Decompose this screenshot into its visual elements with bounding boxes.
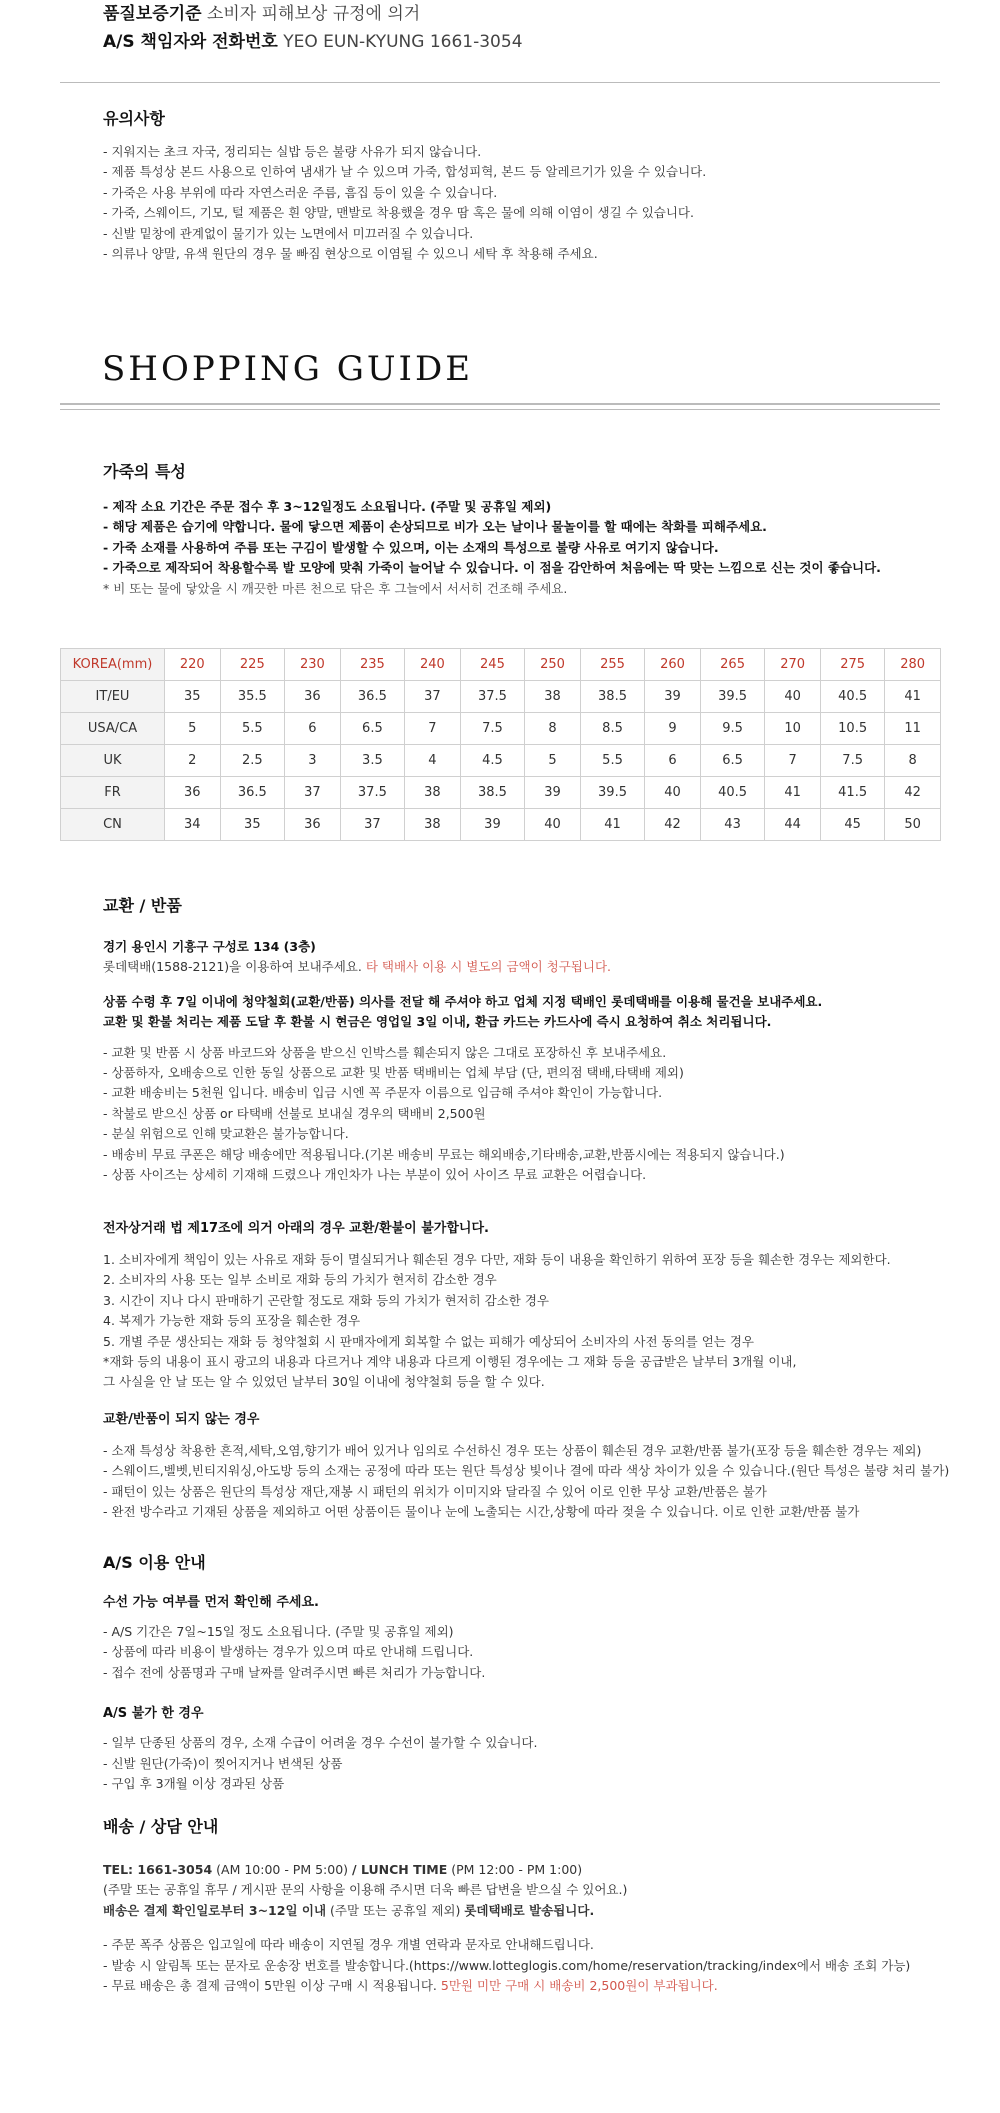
tel-hours: (AM 10:00 - PM 5:00) bbox=[216, 1862, 349, 1877]
size-cell: 275 bbox=[820, 649, 884, 681]
exchange-item: - 착불로 받으신 상품 or 타택배 선불로 보내실 경우의 택배비 2,500원 bbox=[103, 1105, 486, 1121]
notice-item: - 제품 특성상 본드 사용으로 인하여 냄새가 날 수 있으며 가죽, 합성피혁, 본드 등 알레르기가 있을 수 있습니다. bbox=[103, 164, 707, 180]
size-cell: 8 bbox=[525, 713, 581, 745]
size-cell: 41 bbox=[765, 777, 821, 809]
size-cell: 40 bbox=[645, 777, 701, 809]
free-shipping-text: - 무료 배송은 총 결제 금액이 5만원 이상 구매 시 적용됩니다. bbox=[103, 1978, 437, 1994]
ecommerce-law-item: 4. 복제가 가능한 재화 등의 포장을 훼손한 경우 bbox=[103, 1313, 361, 1329]
size-cell: 36.5 bbox=[340, 681, 404, 713]
notice-item: - 의류나 양말, 유색 원단의 경우 물 빠짐 현상으로 이염될 수 있으니 세탁 후 착용해 주세요. bbox=[103, 246, 598, 262]
leather-note: * 비 또는 물에 닿았을 시 깨끗한 마른 천으로 닦은 후 그늘에서 서서히 건조해 주세요. bbox=[103, 580, 568, 596]
exchange-item: - 배송비 무료 쿠폰은 해당 배송에만 적용됩니다.(기본 배송비 무료는 해외배송,기타배송,교환,반품시에는 적용되지 않습니다.) bbox=[103, 1146, 785, 1162]
size-cell: 37 bbox=[405, 681, 461, 713]
size-cell: 41.5 bbox=[820, 777, 884, 809]
notice-title: 유의사항 bbox=[103, 109, 165, 128]
size-row bbox=[61, 681, 941, 713]
size-cell: 5 bbox=[525, 745, 581, 777]
as-contact-label: A/S 책임자와 전화번호 bbox=[103, 32, 278, 52]
size-row-label: IT/EU bbox=[61, 681, 165, 713]
shipping-period: 배송은 결제 확인일로부터 3~12일 이내 bbox=[103, 1902, 327, 1918]
no-exchange-section bbox=[103, 1409, 963, 1523]
divider bbox=[60, 403, 940, 405]
as-section bbox=[103, 1552, 963, 1794]
notice-item: - 가죽, 스웨이드, 기모, 털 제품은 흰 양말, 맨발로 착용했을 경우 땀 혹은 물에 의해 이염이 생길 수 있습니다. bbox=[103, 205, 694, 221]
as-title: A/S 이용 안내 bbox=[103, 1553, 206, 1572]
size-cell: 270 bbox=[765, 649, 821, 681]
size-row bbox=[61, 745, 941, 777]
size-cell: 37.5 bbox=[340, 777, 404, 809]
size-cell: 37.5 bbox=[460, 681, 524, 713]
size-cell: 250 bbox=[525, 649, 581, 681]
size-cell: 42 bbox=[885, 777, 941, 809]
size-cell: 245 bbox=[460, 649, 524, 681]
exchange-item: - 교환 배송비는 5천원 입니다. 배송비 입금 시엔 꼭 주문자 이름으로 입금해 주셔야 확인이 가능합니다. bbox=[103, 1085, 663, 1101]
size-row bbox=[61, 809, 941, 841]
as-item: - A/S 기간은 7일~15일 정도 소요됩니다. (주말 및 공휴일 제외) bbox=[103, 1624, 454, 1639]
size-table bbox=[60, 648, 941, 841]
leather-section bbox=[103, 461, 963, 599]
quality-standard-value: 소비자 피해보상 규정에 의거 bbox=[206, 4, 421, 24]
notice-section bbox=[103, 108, 963, 264]
size-cell: 35.5 bbox=[220, 681, 284, 713]
size-cell: 9 bbox=[645, 713, 701, 745]
ecommerce-law-item: *재화 등의 내용이 표시 광고의 내용과 다르거나 계약 내용과 다르게 이행된 경우에는 그 재화 등을 공급받은 날부터 3개월 이내, bbox=[103, 1354, 797, 1370]
leather-item: - 가죽 소재를 사용하여 주름 또는 구김이 발생할 수 있으며, 이는 소재의 특성으로 불량 사유로 여기지 않습니다. bbox=[103, 539, 719, 555]
size-cell: 255 bbox=[580, 649, 644, 681]
size-cell: 2 bbox=[165, 745, 221, 777]
size-cell: 40 bbox=[525, 809, 581, 841]
size-cell: 36 bbox=[285, 809, 341, 841]
delivery-title: 배송 / 상담 안내 bbox=[103, 1817, 219, 1836]
size-cell: 2.5 bbox=[220, 745, 284, 777]
as-unavailable-list bbox=[103, 1733, 963, 1794]
exchange-item: - 상품 사이즈는 상세히 기재해 드렸으나 개인차가 나는 부분이 있어 사이즈 무료 교환은 어렵습니다. bbox=[103, 1167, 647, 1183]
size-cell: 7 bbox=[765, 745, 821, 777]
size-row bbox=[61, 777, 941, 809]
ecommerce-law-item: 2. 소비자의 사용 또는 일부 소비로 재화 등의 가치가 현저히 감소한 경우 bbox=[103, 1272, 497, 1288]
size-cell: 39 bbox=[525, 777, 581, 809]
size-cell: 36 bbox=[285, 681, 341, 713]
size-cell: 5 bbox=[165, 713, 221, 745]
size-cell: 37 bbox=[340, 809, 404, 841]
leather-item: - 제작 소요 기간은 주문 접수 후 3~12일정도 소요됩니다. (주말 및 공휴일 제외) bbox=[103, 499, 552, 514]
notice-item: - 가죽은 사용 부위에 따라 자연스러운 주름, 흠집 등이 있을 수 있습니다. bbox=[103, 184, 498, 200]
size-row-label: FR bbox=[61, 777, 165, 809]
size-cell: 10.5 bbox=[820, 713, 884, 745]
delivery-list bbox=[103, 1935, 963, 1996]
leather-item: - 해당 제품은 습기에 약합니다. 물에 닿으면 제품이 손상되므로 비가 오는 날이나 물놀이를 할 때에는 착화를 피해주세요. bbox=[103, 519, 767, 535]
size-cell: 44 bbox=[765, 809, 821, 841]
notice-list bbox=[103, 142, 963, 264]
size-cell: 38 bbox=[405, 809, 461, 841]
size-cell: 6.5 bbox=[340, 713, 404, 745]
size-cell: 39.5 bbox=[700, 681, 764, 713]
no-exchange-item: - 완전 방수라고 기재된 상품을 제외하고 어떤 상품이든 물이나 눈에 노출되는 시간,상황에 따라 젖을 수 있습니다. 이로 인한 교환/반품 불가 bbox=[103, 1504, 860, 1520]
shipping-courier: 롯데택배로 발송됩니다. bbox=[464, 1902, 595, 1918]
size-cell: 38.5 bbox=[460, 777, 524, 809]
size-cell: 5.5 bbox=[580, 745, 644, 777]
notice-item: - 지워지는 초크 자국, 정리되는 실밥 등은 불량 사유가 되지 않습니다. bbox=[103, 144, 482, 159]
size-cell: 35 bbox=[220, 809, 284, 841]
size-cell: 40.5 bbox=[820, 681, 884, 713]
size-row bbox=[61, 649, 941, 681]
courier-warning: 타 택배사 이용 시 별도의 금액이 청구됩니다. bbox=[365, 959, 612, 975]
as-unavailable-item: - 일부 단종된 상품의 경우, 소재 수급이 어려울 경우 수선이 불가할 수 있습니다. bbox=[103, 1735, 538, 1751]
size-cell: 40 bbox=[765, 681, 821, 713]
size-cell: 7.5 bbox=[820, 745, 884, 777]
divider bbox=[60, 409, 940, 410]
tel-line bbox=[103, 1860, 963, 1880]
lunch-label: / LUNCH TIME bbox=[352, 1862, 448, 1877]
shipping-exclusion: (주말 또는 공휴일 제외) bbox=[330, 1902, 461, 1918]
as-list bbox=[103, 1622, 963, 1683]
as-item: - 상품에 따라 비용이 발생하는 경우가 있으며 따로 안내해 드립니다. bbox=[103, 1644, 474, 1660]
shopping-guide-title: SHOPPING GUIDE bbox=[102, 349, 474, 389]
size-cell: 39 bbox=[460, 809, 524, 841]
no-exchange-item: - 스웨이드,벨벳,빈티지워싱,아도방 등의 소재는 공정에 따라 또는 원단 특성상 빛이나 결에 따라 색상 차이가 있을 수 있습니다.(원단 특성은 불량 처리 불가) bbox=[103, 1463, 950, 1479]
exchange-item: - 교환 및 반품 시 상품 바코드와 상품을 받으신 인박스를 훼손되지 않은 그대로 포장하신 후 보내주세요. bbox=[103, 1044, 667, 1060]
courier-line bbox=[103, 957, 963, 977]
size-row-label: KOREA(mm) bbox=[61, 649, 165, 681]
size-cell: 230 bbox=[285, 649, 341, 681]
leather-item: - 가죽으로 제작되어 착용할수록 발 모양에 맞춰 가죽이 늘어날 수 있습니다. 이 점을 감안하여 처음에는 딱 맞는 느낌으로 신는 것이 좋습니다. bbox=[103, 560, 881, 576]
size-cell: 10 bbox=[765, 713, 821, 745]
size-cell: 11 bbox=[885, 713, 941, 745]
size-cell: 43 bbox=[700, 809, 764, 841]
as-contact-line bbox=[103, 28, 963, 56]
size-cell: 41 bbox=[580, 809, 644, 841]
size-cell: 35 bbox=[165, 681, 221, 713]
size-cell: 6 bbox=[285, 713, 341, 745]
size-cell: 42 bbox=[645, 809, 701, 841]
tel-label: TEL: 1661-3054 bbox=[103, 1862, 213, 1877]
exchange-item: - 분실 위험으로 인해 맞교환은 불가능합니다. bbox=[103, 1126, 349, 1142]
size-cell: 3 bbox=[285, 745, 341, 777]
size-cell: 36 bbox=[165, 777, 221, 809]
as-item: - 접수 전에 상품명과 구매 날짜를 알려주시면 빠른 처리가 가능합니다. bbox=[103, 1664, 486, 1680]
size-row-label: UK bbox=[61, 745, 165, 777]
size-cell: 8 bbox=[885, 745, 941, 777]
size-cell: 240 bbox=[405, 649, 461, 681]
size-row bbox=[61, 713, 941, 745]
size-cell: 38 bbox=[525, 681, 581, 713]
size-cell: 34 bbox=[165, 809, 221, 841]
as-unavailable-item: - 신발 원단(가죽)이 찢어지거나 변색된 상품 bbox=[103, 1755, 343, 1771]
as-unavailable-item: - 구입 후 3개월 이상 경과된 상품 bbox=[103, 1776, 285, 1792]
size-cell: 6.5 bbox=[700, 745, 764, 777]
lunch-hours: (PM 12:00 - PM 1:00) bbox=[451, 1862, 583, 1877]
size-cell: 39.5 bbox=[580, 777, 644, 809]
exchange-title: 교환 / 반품 bbox=[103, 896, 182, 915]
size-cell: 9.5 bbox=[700, 713, 764, 745]
as-contact-value: YEO EUN-KYUNG 1661-3054 bbox=[283, 32, 523, 52]
size-cell: 265 bbox=[700, 649, 764, 681]
size-cell: 38 bbox=[405, 777, 461, 809]
delivery-item bbox=[103, 1976, 963, 1996]
quality-standard-label: 품질보증기준 bbox=[103, 4, 202, 24]
size-cell: 4.5 bbox=[460, 745, 524, 777]
size-cell: 260 bbox=[645, 649, 701, 681]
refund-notice: 교환 및 환불 처리는 제품 도달 후 환불 시 현금은 영업일 3일 이내, 환급 카드는 카드사에 즉시 요청하여 취소 처리됩니다. bbox=[103, 1014, 772, 1030]
no-exchange-list bbox=[103, 1441, 963, 1523]
size-cell: 41 bbox=[885, 681, 941, 713]
size-cell: 50 bbox=[885, 809, 941, 841]
size-cell: 5.5 bbox=[220, 713, 284, 745]
ecommerce-law-item: 그 사실을 안 날 또는 알 수 있었던 날부터 30일 이내에 청약철회 등을 할 수 있다. bbox=[103, 1374, 545, 1390]
size-cell: 40.5 bbox=[700, 777, 764, 809]
return-address: 경기 용인시 기흥구 구성로 134 (3층) bbox=[103, 939, 316, 954]
size-cell: 37 bbox=[285, 777, 341, 809]
notice-item: - 신발 밑창에 관계없이 물기가 있는 노면에서 미끄러질 수 있습니다. bbox=[103, 225, 474, 241]
ecommerce-law-item: 1. 소비자에게 책임이 있는 사유로 재화 등이 멸실되거나 훼손된 경우 다만, 재화 등이 내용을 확인하기 위하여 포장 등을 훼손한 경우는 제외한다. bbox=[103, 1252, 891, 1267]
leather-list bbox=[103, 497, 963, 599]
ecommerce-law-title: 전자상거래 법 제17조에 의거 아래의 경우 교환/환불이 불가합니다. bbox=[103, 1221, 489, 1236]
size-row-label: CN bbox=[61, 809, 165, 841]
as-unavailable-title: A/S 불가 한 경우 bbox=[103, 1706, 204, 1722]
courier-text: 롯데택배(1588-2121)을 이용하여 보내주세요. bbox=[103, 959, 362, 975]
exchange-item: - 상품하자, 오배송으로 인한 동일 상품으로 교환 및 반품 택배비는 업체 부담 (단, 편의점 택배,타택배 제외) bbox=[103, 1065, 684, 1081]
size-cell: 38.5 bbox=[580, 681, 644, 713]
size-cell: 7 bbox=[405, 713, 461, 745]
size-cell: 280 bbox=[885, 649, 941, 681]
ecommerce-law-list bbox=[103, 1250, 963, 1393]
shipping-fee-warning: 5만원 미만 구매 시 배송비 2,500원이 부과됩니다. bbox=[440, 1978, 718, 1994]
top-info bbox=[103, 0, 963, 56]
size-cell: 4 bbox=[405, 745, 461, 777]
size-cell: 8.5 bbox=[580, 713, 644, 745]
delivery-item: - 주문 폭주 상품은 입고일에 따라 배송이 지연될 경우 개별 연락과 문자로 안내해드립니다. bbox=[103, 1937, 594, 1953]
size-cell: 225 bbox=[220, 649, 284, 681]
as-sub-title: 수선 가능 여부를 먼저 확인해 주세요. bbox=[103, 1595, 319, 1610]
size-cell: 235 bbox=[340, 649, 404, 681]
exchange-section bbox=[103, 895, 963, 1185]
size-row-label: USA/CA bbox=[61, 713, 165, 745]
ecommerce-law-item: 5. 개별 주문 생산되는 재화 등 청약철회 시 판매자에게 회복할 수 없는 피해가 예상되어 소비자의 사전 동의를 얻는 경우 bbox=[103, 1333, 754, 1349]
size-cell: 45 bbox=[820, 809, 884, 841]
divider bbox=[60, 82, 940, 83]
no-exchange-item: - 소재 특성상 착용한 흔적,세탁,오염,향기가 배어 있거나 임의로 수선하신 경우 또는 상품이 훼손된 경우 교환/반품 불가(포장 등을 훼손한 경우는 제외) bbox=[103, 1443, 922, 1458]
exchange-list bbox=[103, 1043, 963, 1186]
ecommerce-law-item: 3. 시간이 지나 다시 판매하기 곤란할 정도로 재화 등의 가치가 현저히 감소한 경우 bbox=[103, 1292, 550, 1308]
size-cell: 6 bbox=[645, 745, 701, 777]
delivery-item: - 발송 시 알림톡 또는 문자로 운송장 번호를 발송합니다.(https://www.lotteglogis.com/home/reservation/tracking/index에서 배송 조회 가능) bbox=[103, 1957, 911, 1973]
size-cell: 220 bbox=[165, 649, 221, 681]
leather-title: 가죽의 특성 bbox=[103, 462, 186, 481]
delivery-section bbox=[103, 1816, 963, 1996]
no-exchange-title: 교환/반품이 되지 않는 경우 bbox=[103, 1412, 260, 1427]
exchange-notice: 상품 수령 후 7일 이내에 청약철회(교환/반품) 의사를 전달 해 주셔야 하고 업체 지정 택배인 롯데택배를 이용해 물건을 보내주세요. bbox=[103, 993, 823, 1009]
size-cell: 3.5 bbox=[340, 745, 404, 777]
size-cell: 36.5 bbox=[220, 777, 284, 809]
size-cell: 39 bbox=[645, 681, 701, 713]
size-cell: 7.5 bbox=[460, 713, 524, 745]
holiday-line: (주말 또는 공휴일 휴무 / 게시판 문의 사항을 이용해 주시면 더욱 빠른 답변을 받으실 수 있어요.) bbox=[103, 1882, 628, 1898]
quality-standard-line bbox=[103, 0, 963, 28]
no-exchange-item: - 패턴이 있는 상품은 원단의 특성상 재단,재봉 시 패턴의 위치가 이미지와 달라질 수 있어 이로 인한 무상 교환/반품은 불가 bbox=[103, 1483, 767, 1499]
shipping-line bbox=[103, 1901, 963, 1921]
ecommerce-law-section bbox=[103, 1218, 963, 1393]
